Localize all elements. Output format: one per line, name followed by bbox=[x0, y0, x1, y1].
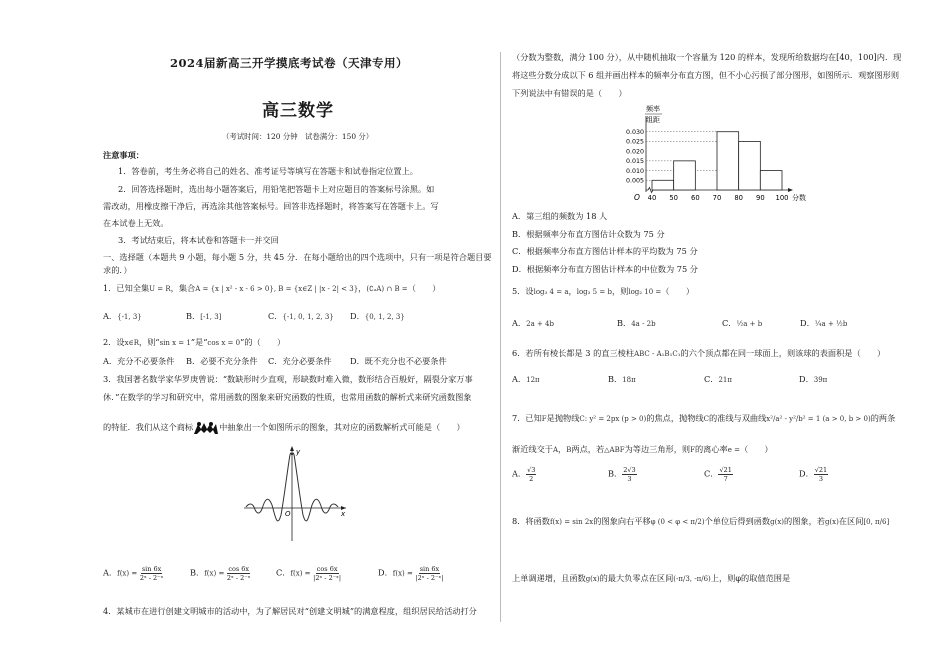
q6-option-d[interactable]: D．39π bbox=[799, 374, 828, 384]
q7-option-a[interactable]: A． $\frac{√3}{2}$ bbox=[512, 466, 536, 483]
histogram-bar bbox=[739, 141, 761, 190]
x-axis-arrow bbox=[788, 188, 793, 192]
histogram-bar bbox=[674, 161, 696, 190]
column-divider bbox=[500, 52, 501, 622]
y-label-bottom: 组距 bbox=[646, 116, 660, 124]
hist-origin: O bbox=[634, 193, 640, 202]
q6-option-b[interactable]: B．18π bbox=[608, 374, 636, 384]
question-8-line2: 上单调递增，且函数g(x)的最大负零点在区间(-π/3, -π/6)上，则φ的取值范围是 bbox=[512, 573, 791, 583]
q4-option-d[interactable]: D．根据频率分布直方图估计样本的中位数为 75 分 bbox=[512, 264, 698, 274]
note-2b: 需改动，用橡皮擦干净后，再选涂其他答案标号。回答非选择题时，将答案写在答题卡上。写 bbox=[103, 201, 439, 211]
section1-heading-b: 求的．） bbox=[103, 265, 132, 275]
y-tick-label: 0.025 bbox=[625, 138, 644, 146]
q3-option-b[interactable]: B．f(x) = $\frac{\cos 6x}{\text{2ˣ - 2⁻ˣ}}$ bbox=[190, 565, 251, 582]
q3-option-d[interactable]: D．f(x) = $\frac{\sin 6x}{\text{|2ˣ - 2⁻ˣ|}}$ bbox=[378, 565, 444, 582]
frequency-histogram bbox=[612, 102, 812, 207]
x-tick-label: 60 bbox=[691, 194, 700, 202]
q1-option-d[interactable]: D．{0, 1, 2, 3} bbox=[350, 311, 405, 321]
q6-option-a[interactable]: A．12π bbox=[512, 374, 540, 384]
q1-option-c[interactable]: C．{-1, 0, 1, 2, 3} bbox=[268, 311, 334, 321]
q1-option-b[interactable]: B．[-1, 3] bbox=[186, 311, 222, 321]
question-3-line2: 休．”在数学的学习和研究中，常用函数的图象来研究函数的性质，也常用函数的解析式来研究函数图象 bbox=[103, 392, 472, 402]
section1-heading-a: 一、选择题（本题共 9 小题，每小题 5 分，共 45 分．在每小题给出的四个选项中，只有一项是符合题目要 bbox=[103, 252, 492, 262]
q2-option-b[interactable]: B．必要不充分条件 bbox=[186, 356, 258, 366]
histogram-bar bbox=[717, 132, 739, 190]
question-4-line4: 下列说法中有错误的是（ ） bbox=[512, 88, 627, 98]
question-4-line2: （分数为整数，满分 100 分），从中随机抽取一个容量为 120 的样本，发现所给数据均在[40，100]内．现 bbox=[512, 52, 902, 62]
x-tick-label: 80 bbox=[734, 194, 743, 202]
q7-option-c[interactable]: C． $\frac{√21}{7}$ bbox=[704, 466, 732, 483]
notes-heading: 注意事项： bbox=[103, 150, 144, 160]
subject-title: 高三数学 bbox=[262, 101, 334, 121]
question-4-line1: 4．某城市在进行创建文明城市的活动中，为了解居民对“创建文明城”的满意程度，组织居民给活动打分 bbox=[103, 606, 477, 616]
q3-option-a[interactable]: A．f(x) = $\frac{\sin 6x}{\text{2ˣ - 2⁻ˣ}}$ bbox=[103, 565, 164, 582]
q4-option-c[interactable]: C．根据频率分布直方图估计样本的平均数为 75 分 bbox=[512, 246, 698, 256]
y-tick-label: 0.010 bbox=[625, 167, 644, 175]
q2-option-a[interactable]: A．充分不必要条件 bbox=[103, 356, 175, 366]
q5-option-d[interactable]: D．¼a + ½b bbox=[800, 318, 848, 328]
question-7-line1: 7．已知F是抛物线C: y² = 2px (p > 0)的焦点，抛物线C的准线与双曲线x²/a² - y²/b² = 1 (a > 0, b > 0)的两条 bbox=[512, 413, 896, 423]
origin-label: O bbox=[285, 510, 291, 518]
question-8-line1: 8．将函数f(x) = sin 2x的图象向右平移φ (0 < φ < π/2)个单位后得到函数g(x)的图象，若g(x)在区间[0, π/6] bbox=[512, 516, 890, 526]
x-axis-label: x bbox=[341, 510, 346, 518]
x-tick-label: 40 bbox=[647, 194, 657, 202]
q5-option-b[interactable]: B．4a - 2b bbox=[617, 318, 656, 328]
question-4-line3: 将这些分数分成以下 6 组并画出样本的频率分布直方图，但不小心污损了部分图形，如图所示．观察图形则 bbox=[512, 70, 900, 80]
histogram-bar bbox=[652, 180, 674, 190]
note-3: 3．考试结束后，将本试卷和答题卡一并交回 bbox=[118, 235, 279, 245]
histogram-bar bbox=[760, 171, 782, 190]
question-3-line3: 的特征．我们从这个商标 中抽象出一个如图所示的图象，其对应的函数解析式可能是（ ） bbox=[103, 421, 465, 435]
x-tick-label: 90 bbox=[756, 194, 765, 202]
question-5-stem: 5．设log₃ 4 = a，log₃ 5 = b，则log₂ 10 =（ ） bbox=[512, 286, 695, 296]
y-tick-label: 0.030 bbox=[625, 129, 644, 137]
question-6-stem: 6．若所有棱长都是 3 的直三棱柱ABC - A₁B₁C₁的六个顶点都在同一球面上，则该球的表面积是（ ） bbox=[512, 348, 886, 358]
question-2-stem: 2．设x∈R，则“sin x = 1”是“cos x = 0”的（ ） bbox=[103, 337, 286, 347]
x-tick-label: 100 bbox=[775, 194, 789, 202]
y-tick-label: 0.005 bbox=[625, 177, 644, 185]
function-graph bbox=[240, 443, 350, 543]
y-tick-label: 0.020 bbox=[625, 148, 644, 156]
exam-title: 2024届新高三开学摸底考试卷（天津专用） bbox=[170, 56, 409, 70]
q7-option-d[interactable]: D． $\frac{√21}{3}$ bbox=[799, 466, 828, 483]
y-axis-label: y bbox=[296, 448, 301, 456]
exam-info: （考试时间：120 分钟 试卷满分：150 分） bbox=[222, 132, 374, 141]
q2-option-c[interactable]: C．充分必要条件 bbox=[268, 356, 332, 366]
note-1: 1．答卷前，考生务必将自己的姓名、准考证号等填写在答题卡和试卷指定位置上。 bbox=[118, 166, 418, 176]
note-2a: 2．回答选择题时，选出每小题答案后，用铅笔把答题卡上对应题目的答案标号涂黑。如 bbox=[118, 184, 435, 194]
q4-option-b[interactable]: B．根据频率分布直方图估计众数为 75 分 bbox=[512, 229, 665, 239]
q2-option-d[interactable]: D．既不充分也不必要条件 bbox=[350, 356, 447, 366]
x-axis-title: 分数 bbox=[792, 194, 806, 202]
q3-option-c[interactable]: C．f(x) = $\frac{\cos 6x}{\text{|2ˣ - 2⁻ˣ|}}$ bbox=[276, 565, 342, 582]
brand-logo-icon bbox=[193, 421, 219, 435]
y-tick-label: 0.015 bbox=[625, 158, 644, 166]
question-3-line1: 3．我国著名数学家华罗庚曾说：“数缺形时少直观，形缺数时难入微，数形结合百般好，隔裂分家万事 bbox=[103, 374, 473, 384]
q5-option-a[interactable]: A．2a + 4b bbox=[512, 318, 554, 328]
x-tick-label: 70 bbox=[712, 194, 722, 202]
q5-option-c[interactable]: C．½a + b bbox=[722, 318, 763, 328]
x-tick-label: 50 bbox=[669, 194, 678, 202]
note-2c: 在本试卷上无效。 bbox=[103, 218, 169, 228]
q1-option-a[interactable]: A．{-1, 3} bbox=[103, 311, 142, 321]
q4-option-a[interactable]: A．第三组的频数为 18 人 bbox=[512, 211, 608, 221]
q7-option-b[interactable]: B． $\frac{2√3}{3}$ bbox=[608, 466, 636, 483]
question-1-stem: 1．已知全集U = R，集合A = {x | x² - x - 6 > 0}, B = {x∈Z | |x - 2| < 3}，(∁ᵤA) ∩ B =（ ） bbox=[103, 283, 441, 293]
y-label-top: 频率 bbox=[646, 105, 660, 113]
q6-option-c[interactable]: C．21π bbox=[704, 374, 732, 384]
question-7-line2: 渐近线交于A，B两点，若△ABF为等边三角形，则F的离心率e =（ ） bbox=[512, 444, 773, 454]
